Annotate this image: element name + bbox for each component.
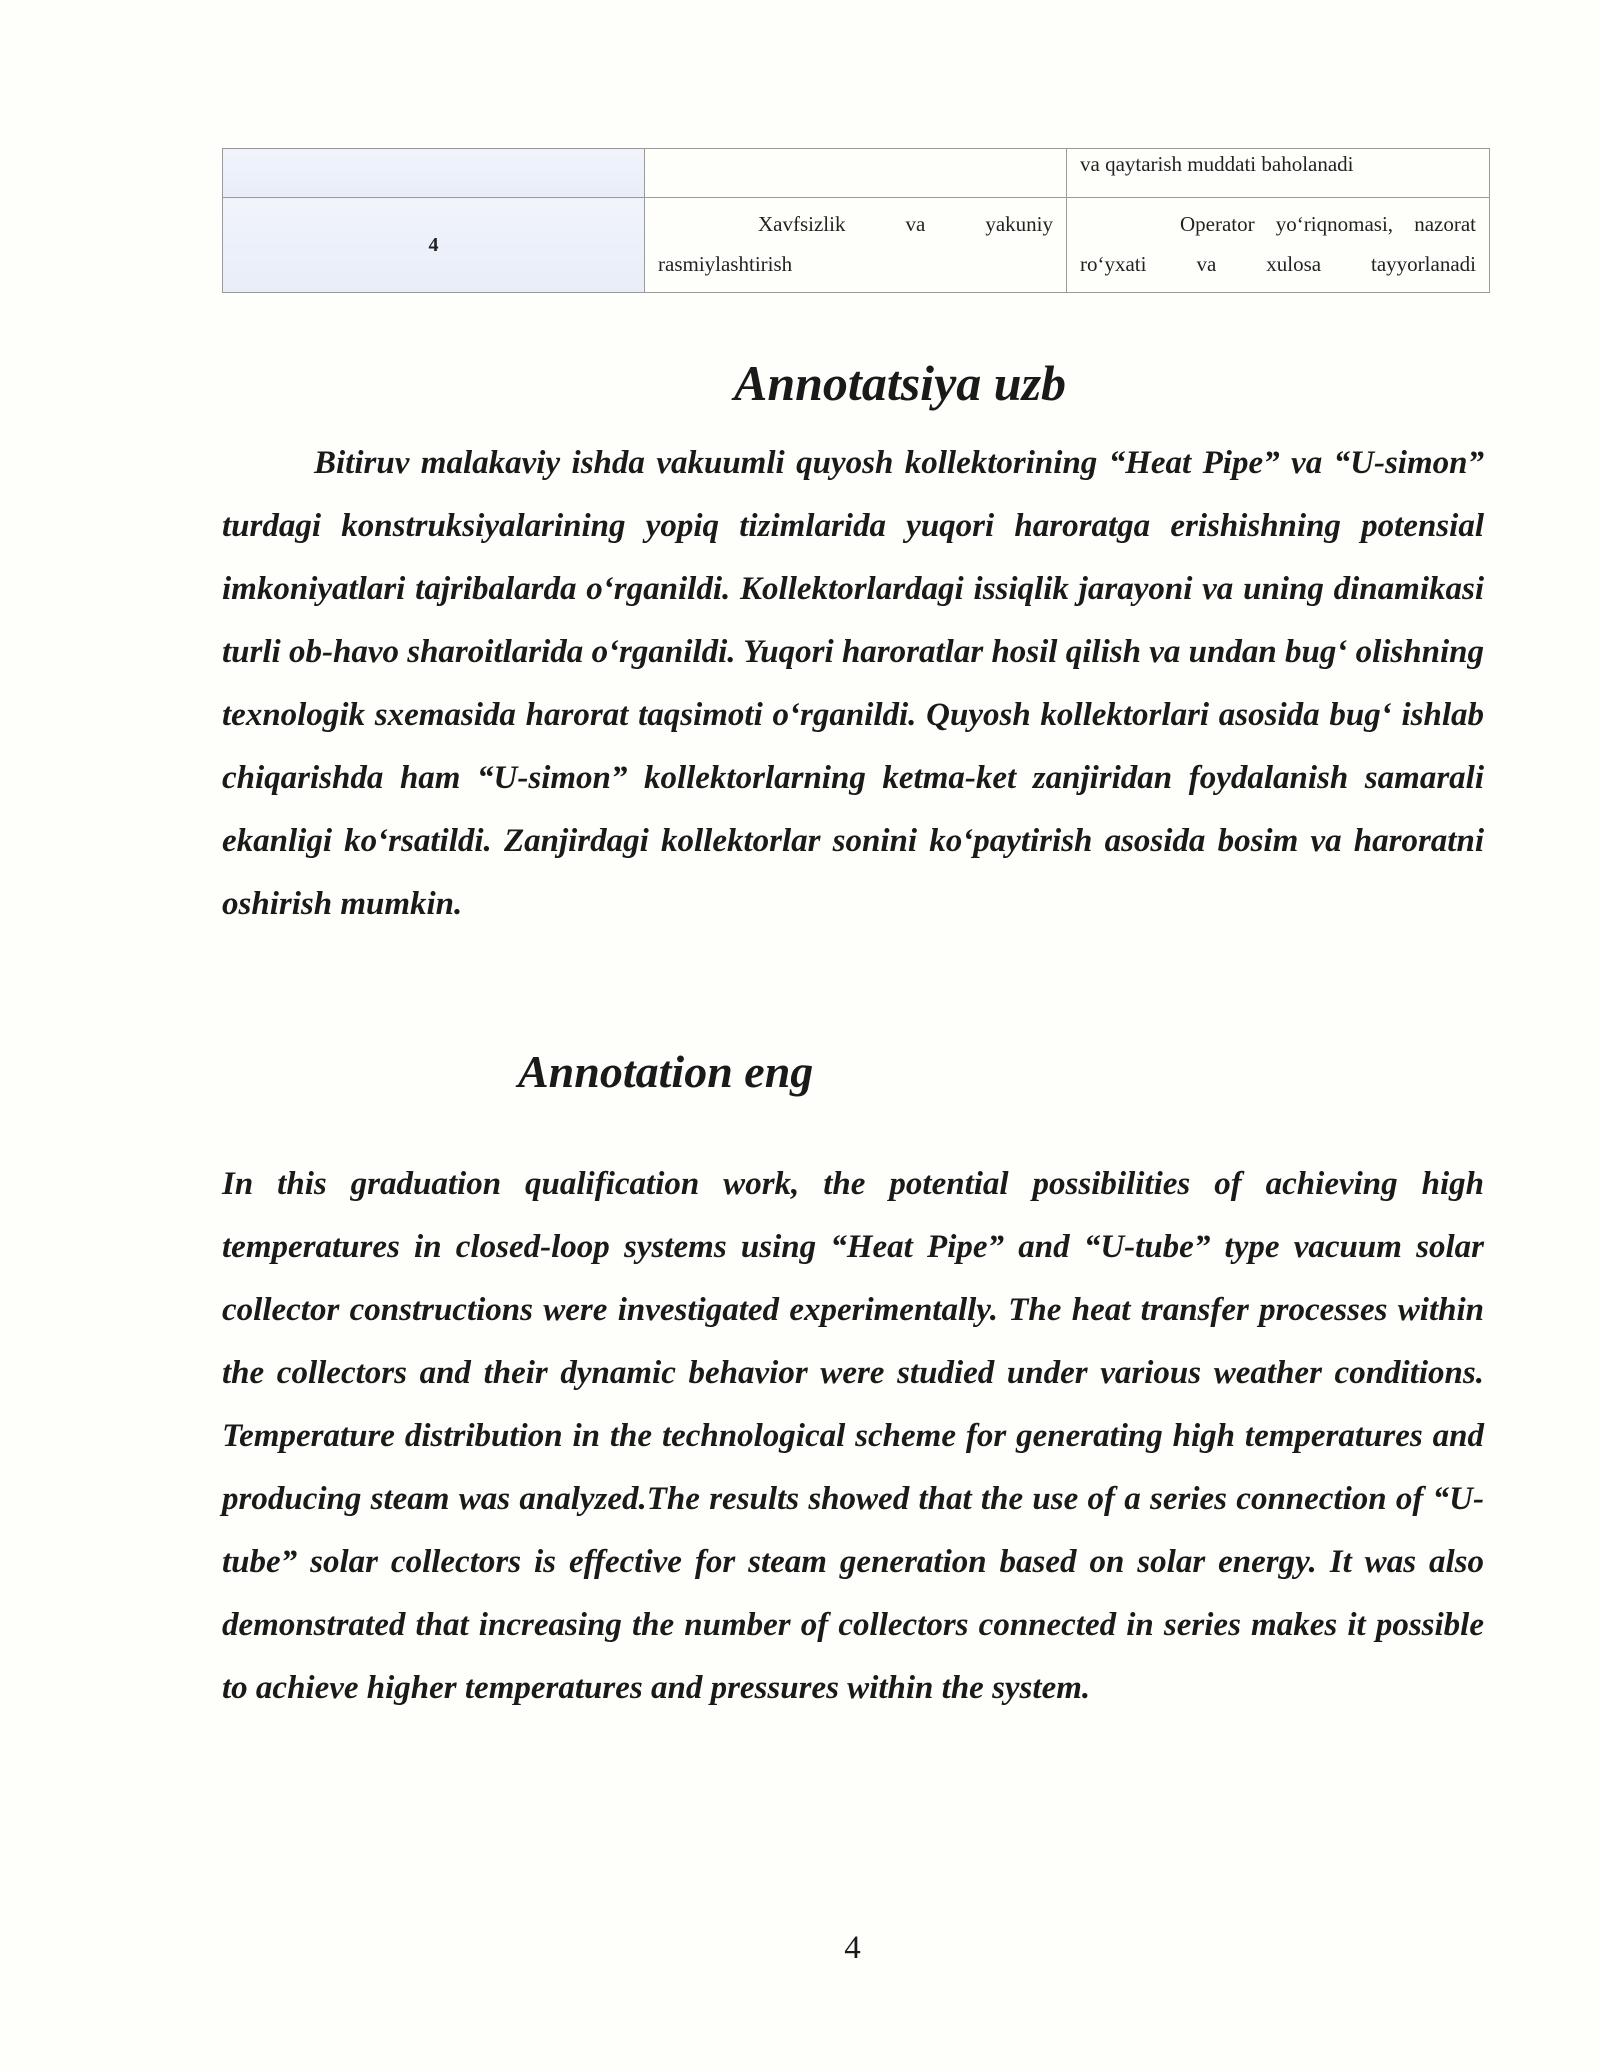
- annotation-eng-heading: Annotation eng: [518, 1046, 814, 1097]
- row-number-cell: [223, 149, 645, 198]
- stages-table: [222, 148, 1490, 293]
- annotation-uzb-paragraph: Bitiruv malakaviy ishda vakuumli quyosh kollektorining “Heat Pipe” va “U-simon” turdagi konstruksiyalarining yopiq tizimlarida yuqori haroratga erishishning potensial imkoniyatlari tajribalarda o‘rganildi. Kollektorlardagi issiqlik jarayoni va uning dinamikasi turli ob-havo sharoitlarida o‘rganildi. Yuqori haroratlar hosil qilish va undan bug‘ olishning texnologik sxemasida harorat taqsimoti o‘rganildi. Quyosh kollektorlari asosida bug‘ ishlab chiqarishda ham “U-simon” kollektorlarning ketma-ket zanjiridan foydalanish samarali ekanligi ko‘rsatildi. Zanjirdagi kollektorlar sonini ko‘paytirish asosida bosim va haroratni oshirish mumkin.: [222, 445, 1484, 922]
- annotation-uzb-heading: Annotatsiya uzb: [733, 355, 1067, 411]
- annotation-eng-paragraph: In this graduation qualification work, the potential possibilities of achieving high temperatures in closed-loop systems using “Heat Pipe” and “U-tube” type vacuum solar collector constructions were investigated experimentally. The heat transfer processes within the collectors and their dynamic behavior were studied under various weather conditions. Temperature distribution in the technological scheme for generating high temperatures and producing steam was analyzed.The results showed that the use of a series connection of “U-tube” solar collectors is effective for steam generation based on solar energy. It was also demonstrated that increasing the number of collectors connected in series makes it possible to achieve higher temperatures and pressures within the system.: [222, 1166, 1484, 1706]
- stage-cell: [645, 198, 1067, 293]
- stage-text-content: Xavfsizlik va yakuniy rasmiylashtirish: [658, 212, 1053, 276]
- description-text: [1067, 198, 1489, 292]
- row-number-cell: 4: [223, 198, 645, 293]
- stage-text: [645, 149, 1066, 157]
- stage-cell: [645, 149, 1067, 198]
- table-row: [223, 198, 1490, 293]
- description-text-content: Operator yo‘riqnomasi, nazorat ro‘yxati va xulosa tayyorlanadi: [1080, 212, 1476, 276]
- page-number: 4: [844, 1930, 861, 1966]
- description-text: va qaytarish muddati baholanadi: [1080, 152, 1354, 176]
- stage-text: [645, 198, 1066, 292]
- description-cell: [1067, 198, 1490, 293]
- description-cell: [1067, 149, 1490, 198]
- table-row: [223, 149, 1490, 198]
